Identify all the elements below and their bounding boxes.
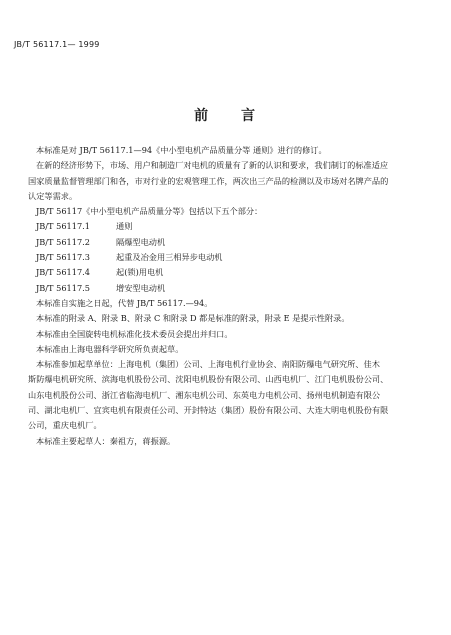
list-item-number: JB/T 56117.3 — [36, 252, 90, 263]
paragraph-participants-line-3: 山东电机股份公司、浙江省临海电机厂、湘东电机公司、东英电力电机公司、扬州电机制造有限公 — [28, 389, 381, 400]
list-item — [28, 250, 438, 265]
title-char-2: 言 — [240, 108, 257, 124]
title-char-1: 前 — [194, 108, 211, 124]
standard-code-header: JB/T 56117.1— 1999 — [14, 40, 100, 49]
paragraph-background-line-2: 国家质量监督管理部门和各，市对行业的宏观管理工作，两次出三产品的检测以及市场对名牌产品的 — [28, 175, 389, 186]
paragraph-participants-line-5: 公司，重庆电机厂。 — [28, 420, 102, 431]
list-item-number: JB/T 56117.2 — [36, 236, 90, 247]
list-item-text: 起(锁)用电机 — [116, 267, 164, 278]
list-item — [28, 281, 438, 296]
paragraph-participants-line-4: 司、湖北电机厂、宜宾电机有限责任公司、开封特达（集团）股份有限公司、大连大明电机股份有限 — [28, 405, 389, 416]
paragraph-proposer: 本标准由全国旋转电机标准化技术委员会提出并归口。 — [36, 328, 233, 339]
paragraph-parts-intro: JB/T 56117《中小型电机产品质量分等》包括以下五个部分： — [36, 206, 263, 217]
paragraph-appendices: 本标准的附录 A、附录 B、附录 C 和附录 D 都是标准的附录，附录 E 是提示性附录。 — [36, 313, 350, 324]
list-item-text: 起重及冶金用三相异步电动机 — [116, 252, 223, 263]
paragraph-background-line-1: 在新的经济形势下，市场、用户和制造厂对电机的质量有了新的认识和要求，我们制订的标准适应 — [36, 160, 389, 171]
paragraph-background-line-3: 认定等需求。 — [28, 190, 78, 201]
document-body — [28, 143, 438, 449]
paragraph-replacement: 本标准自实施之日起，代替 JB/T 56117.—94。 — [36, 297, 213, 308]
paragraph-drafter: 本标准由上海电器科学研究所负责起草。 — [36, 343, 184, 354]
list-item-text: 通则 — [116, 221, 133, 232]
paragraph-participants-line-1: 本标准参加起草单位：上海电机（集团）公司、上海电机行业协会、南阳防爆电气研究所、佳木 — [36, 359, 380, 370]
paragraph-revision: 本标准是对 JB/T 56117.1—94《中小型电机产品质量分等 通则》进行的修订。 — [36, 145, 327, 155]
list-item-text: 增安型电动机 — [116, 282, 166, 293]
list-item-text: 隔爆型电动机 — [116, 236, 166, 247]
paragraph-participants-line-2: 斯防爆电机研究所、滨海电机股份公司、沈阳电机股份有限公司、山西电机厂、江门电机股份公司、 — [28, 374, 389, 385]
list-item — [28, 235, 438, 250]
paragraph-authors: 本标准主要起草人：秦祖方，蒋振源。 — [36, 435, 176, 446]
list-item-number: JB/T 56117.5 — [36, 282, 90, 293]
list-item-number: JB/T 56117.1 — [36, 221, 90, 232]
list-item — [28, 219, 438, 234]
page-title — [0, 105, 451, 125]
list-item — [28, 265, 438, 280]
list-item-number: JB/T 56117.4 — [36, 267, 90, 278]
